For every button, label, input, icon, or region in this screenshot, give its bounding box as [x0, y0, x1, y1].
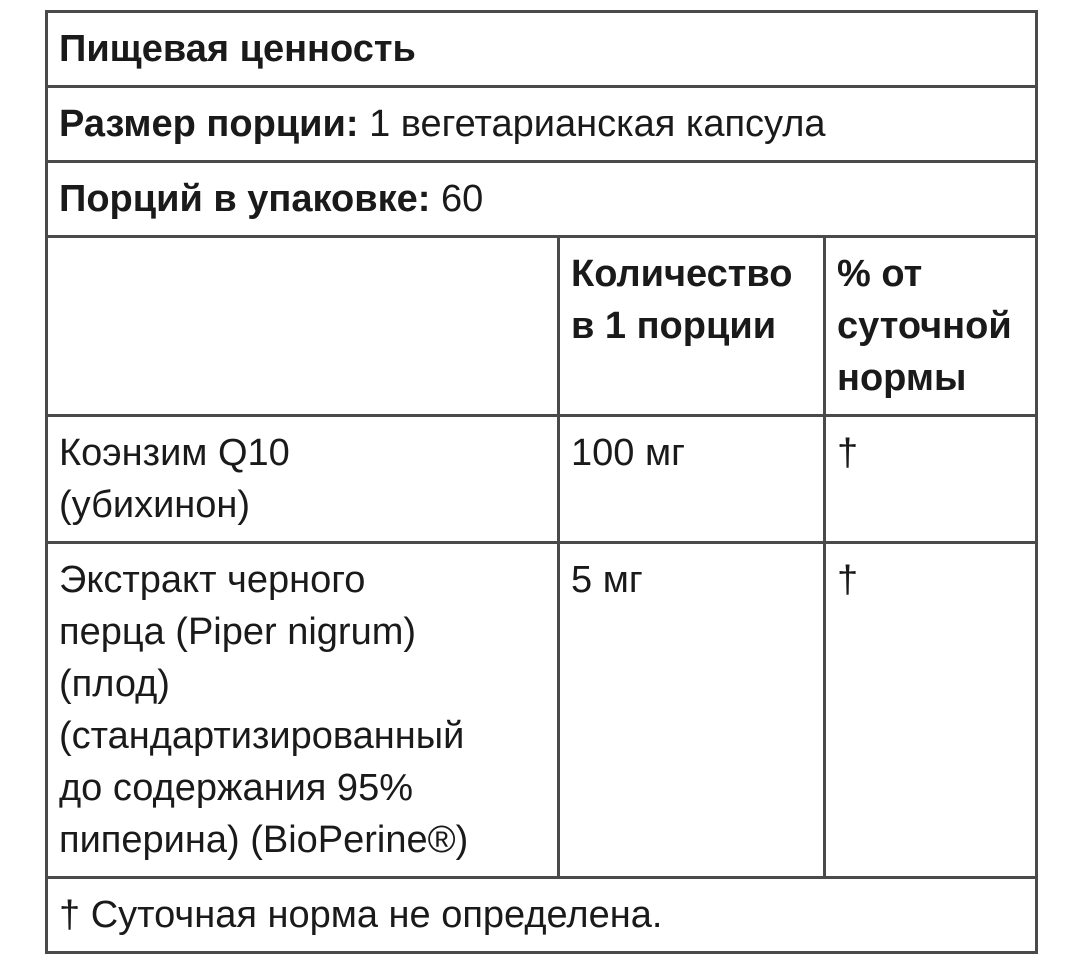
- footnote: † Суточная норма не определена.: [47, 878, 1037, 953]
- ingredient-name-line: Экстракт черного: [59, 559, 366, 601]
- serving-size-row: [47, 87, 1037, 162]
- ingredient-name-line: перца (Piper nigrum): [59, 611, 417, 653]
- ingredient-amount: 5 мг: [559, 543, 825, 878]
- servings-cell: [47, 162, 1037, 237]
- ingredient-name-line: (стандартизированный: [59, 715, 465, 757]
- dv-header-line-2: суточной: [837, 305, 1012, 347]
- table-row: [47, 543, 1037, 878]
- daily-value-column-header: [825, 237, 1037, 416]
- ingredient-name-line: (убихинон): [59, 484, 251, 526]
- ingredient-name-line: пиперина) (BioPerine®): [59, 819, 469, 861]
- ingredient-name: [47, 416, 559, 543]
- serving-size-cell: [47, 87, 1037, 162]
- ingredient-daily-value: †: [825, 416, 1037, 543]
- servings-label: Порций в упаковке:: [59, 178, 431, 220]
- ingredient-name-line: (плод): [59, 663, 170, 705]
- amount-column-header: [559, 237, 825, 416]
- ingredient-amount: 100 мг: [559, 416, 825, 543]
- ingredient-column-header: [47, 237, 559, 416]
- ingredient-daily-value: †: [825, 543, 1037, 878]
- facts-title-row: [47, 12, 1037, 87]
- ingredient-name-line: Коэнзим Q10: [59, 432, 290, 474]
- dv-header-line-1: % от: [837, 253, 923, 295]
- serving-size-value: 1 вегетарианская капсула: [358, 103, 826, 145]
- nutrition-facts-table: [45, 10, 1038, 954]
- table-row: [47, 416, 1037, 543]
- dv-header-line-3: нормы: [837, 357, 967, 399]
- ingredient-name: [47, 543, 559, 878]
- amount-header-line-1: Количество: [571, 253, 793, 295]
- servings-value: 60: [430, 178, 484, 220]
- facts-title: Пищевая ценность: [47, 12, 1037, 87]
- serving-size-label: Размер порции:: [59, 103, 359, 145]
- footnote-row: [47, 878, 1037, 953]
- column-header-row: [47, 237, 1037, 416]
- amount-header-line-2: в 1 порции: [571, 305, 777, 347]
- servings-per-container-row: [47, 162, 1037, 237]
- ingredient-name-line: до содержания 95%: [59, 767, 413, 809]
